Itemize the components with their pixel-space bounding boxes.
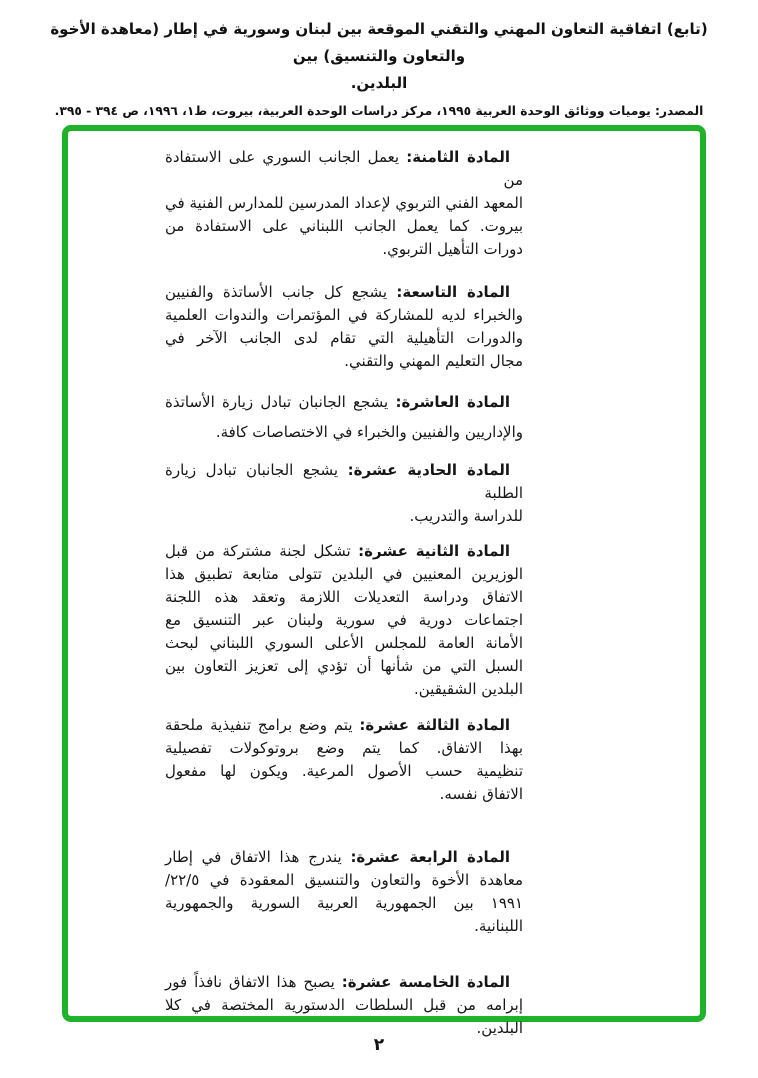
article-line: بيروت. كما يعمل الجانب اللبناني على الاستفادة من — [165, 217, 523, 235]
article-line: دورات التأهيل التربوي. — [382, 240, 523, 258]
article-line: الاتفاق نفسه. — [439, 785, 523, 803]
article-line: المادة الخامسة عشرة: يصبح هذا الاتفاق نافذاً فور — [165, 973, 510, 991]
article-line: الوزيرين المعنيين في البلدين تتولى متابعة تطبيق هذا — [165, 565, 523, 583]
article-paragraph — [165, 714, 523, 806]
article-heading: المادة الحادية عشرة: — [347, 461, 510, 479]
article-paragraph — [165, 387, 523, 447]
article-heading: المادة الثالثة عشرة: — [359, 716, 510, 734]
article-line: والدورات التأهيلية التي تقام لدى الجانب الآخر في — [165, 329, 523, 347]
article-line: المادة الرابعة عشرة: يندرج هذا الاتفاق في إطار — [165, 848, 510, 866]
article-line: المعهد الفني التربوي لإعداد المدرسين للمدارس الفنية في — [165, 194, 523, 212]
article-paragraph — [165, 971, 523, 1040]
article-paragraph — [165, 846, 523, 938]
article-line: معاهدة الأخوة والتعاون والتنسيق المعقودة في ٢٢/٥/ — [165, 871, 523, 889]
article-line: للدراسة والتدريب. — [409, 507, 523, 525]
article-line: الاتفاق ودراسة التعديلات اللازمة وتعقد هذه اللجنة — [165, 588, 523, 606]
article-paragraph — [165, 459, 523, 528]
article-heading: المادة العاشرة: — [395, 393, 510, 411]
source-citation: المصدر: يوميات ووثائق الوحدة العربية ١٩٩٥، مركز دراسات الوحدة العربية، بيروت، ط١، ١٩٩٦، ص ٣٩٤ - ٣٩٥. — [54, 104, 704, 118]
document-header — [28, 16, 730, 120]
article-heading: المادة الثانية عشرة: — [358, 542, 510, 560]
article-line: ١٩٩١ بين الجمهورية العربية السورية والجمهورية — [165, 894, 523, 912]
document-title-line-2: البلدين. — [350, 74, 408, 92]
article-line: البلدين. — [476, 1019, 523, 1037]
article-line: السبل التي من شأنها أن تؤدي إلى تعزيز التعاون بين — [165, 657, 523, 675]
document-title-line-1: (تابع) اتفاقية التعاون المهني والتقني الموقعة بين لبنان وسورية في إطار (معاهدة الأخوة والتعاون والتنسيق) بين — [50, 20, 708, 65]
article-line: تنظيمية حسب الأصول المرعية. ويكون لها مفعول — [165, 762, 523, 780]
article-line: المادة التاسعة: يشجع كل جانب الأساتذة والفنيين — [165, 283, 510, 301]
article-line: البلدين الشقيقين. — [414, 680, 523, 698]
article-line: المادة الحادية عشرة: يشجع الجانبان تبادل زيارة الطلبة — [165, 461, 523, 502]
page-number: ٢ — [373, 1035, 385, 1055]
article-paragraph — [165, 281, 523, 373]
article-line: الأمانة العامة للمجلس الأعلى السوري اللبناني لبحث — [165, 634, 523, 652]
article-line: اللبنانية. — [474, 917, 523, 935]
article-line: مجال التعليم المهني والتقني. — [344, 352, 523, 370]
article-line: المادة الثالثة عشرة: يتم وضع برامج تنفيذية ملحقة — [165, 716, 510, 734]
article-line: إبرامه من قبل السلطات الدستورية المختصة في كلا — [165, 996, 523, 1014]
article-heading: المادة الثامنة: — [406, 148, 510, 166]
article-line: اجتماعات دورية في سورية ولبنان عبر التنسيق مع — [165, 611, 523, 629]
article-heading: المادة الخامسة عشرة: — [341, 973, 510, 991]
article-paragraph — [165, 540, 523, 701]
article-heading: المادة الرابعة عشرة: — [350, 848, 510, 866]
article-line: بهذا الاتفاق. كما يتم وضع بروتوكولات تفصيلية — [165, 739, 523, 757]
article-line: والإداريين والفنيين والخبراء في الاختصاصات كافة. — [215, 423, 523, 441]
article-line: المادة الثامنة: يعمل الجانب السوري على الاستفادة من — [165, 148, 523, 189]
article-line: والخبراء لديه للمشاركة في المؤتمرات والندوات العلمية — [165, 306, 523, 324]
article-line: المادة العاشرة: يشجع الجانبان تبادل زيارة الأساتذة — [165, 393, 510, 411]
article-heading: المادة التاسعة: — [396, 283, 510, 301]
article-line: المادة الثانية عشرة: تشكل لجنة مشتركة من قبل — [165, 542, 510, 560]
article-paragraph — [165, 146, 523, 261]
articles-container — [165, 146, 523, 1040]
